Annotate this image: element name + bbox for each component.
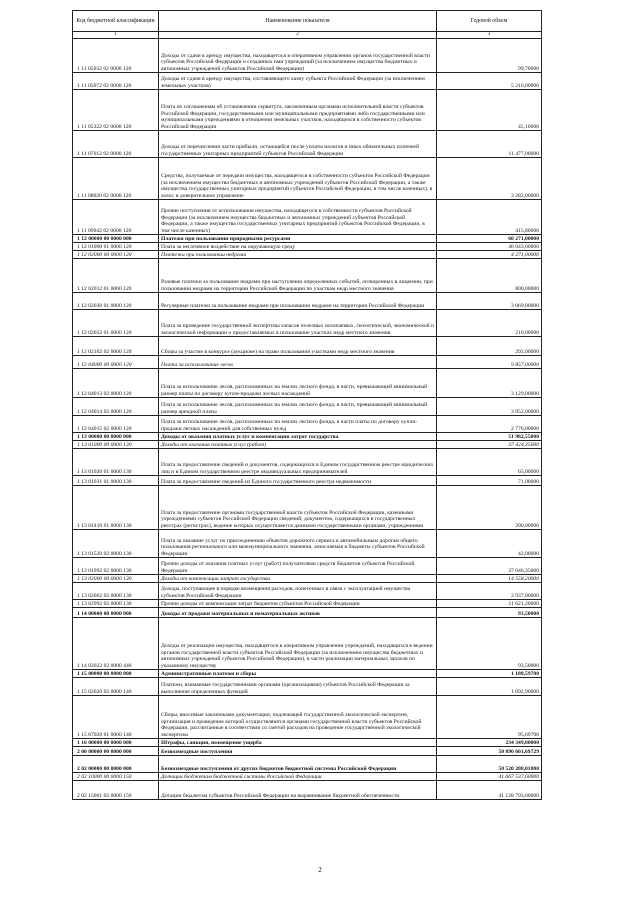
annual-amount-cell: 41 128 793,60000 bbox=[437, 781, 542, 800]
header-code: Код бюджетной классификации bbox=[73, 11, 159, 32]
indicator-name-cell: Платежи, взимаемые государственными органами (организациями) субъектов Российской Федерации за выполнение определенных функций bbox=[159, 678, 437, 696]
column-number-row bbox=[73, 32, 542, 39]
table-row bbox=[73, 756, 542, 773]
annual-amount-cell: 99,70000 bbox=[437, 39, 542, 73]
budget-code-cell: 1 12 04000 00 0000 120 bbox=[73, 356, 159, 369]
annual-amount-cell: 415,80000 bbox=[437, 200, 542, 235]
indicator-name-cell: Плата за использование лесов bbox=[159, 356, 437, 369]
indicator-name-cell: Доходы, поступающие в порядке возмещения расходов, понесенных в связи с эксплуатацией имущества субъектов Российской Федерации bbox=[159, 583, 437, 600]
annual-amount-cell: 4 271,00000 bbox=[437, 251, 542, 259]
column-number-3: 3 bbox=[437, 32, 542, 39]
table-row bbox=[73, 369, 542, 398]
budget-revenue-page bbox=[72, 10, 541, 800]
budget-code-cell: 1 12 04013 02 0000 120 bbox=[73, 369, 159, 398]
indicator-name-cell: Доходы от реализации имущества, находящегося в оперативном управлении учреждений, находящихся в ведении органов государственной власти субъектов Российской Федерации (за исключением имущества бюджетных и автономных учреждений субъектов Российской Федерации), в части реализации материальных запасов по указанному имуществу bbox=[159, 618, 437, 670]
indicator-name-cell: Разовые платежи за пользование недрами при наступлении определенных событий, оговоренных в лицензии, при пользовании недрами на территории Российской Федерации по участкам недр местного значения bbox=[159, 259, 437, 293]
budget-code-cell: 1 14 02022 02 0000 440 bbox=[73, 618, 159, 670]
budget-code-cell: 1 12 02052 01 0000 120 bbox=[73, 310, 159, 337]
budget-code-cell: 1 13 01992 02 0000 130 bbox=[73, 558, 159, 575]
indicator-name-cell: Доходы от сдачи в аренду имущества, находящегося в оперативном управлении органов государственной власти субъектов Российской Федерации и созданных ими учреждений (за исключением имущества бюджетных и автономных учреждений субъектов Российской Федерации) bbox=[159, 39, 437, 73]
indicator-name-cell: Средства, получаемые от передачи имущества, находящегося в собственности субъектов Российской Федерации (за исключением имущества бюджетных и автономных учреждений субъектов Российской Федерации, а также имущества государственных унитарных предприятий субъектов Российской Федерации, в том числе казенных), в залог, в доверительное управление bbox=[159, 158, 437, 200]
header-name: Наименование показателя bbox=[159, 11, 437, 32]
annual-amount-cell: 2 937,00000 bbox=[437, 583, 542, 600]
budget-code-cell: 1 13 01031 01 0000 130 bbox=[73, 476, 159, 486]
annual-amount-cell: 65,00000 bbox=[437, 449, 542, 476]
annual-amount-cell: 14 558,20000 bbox=[437, 575, 542, 583]
budget-code-cell: 1 13 02062 02 0000 130 bbox=[73, 583, 159, 600]
budget-code-cell: 1 12 02030 01 0000 120 bbox=[73, 293, 159, 310]
indicator-name-cell: Доходы от оказания платных услуг (работ) bbox=[159, 441, 437, 449]
budget-code-cell: 1 11 05322 02 0000 120 bbox=[73, 90, 159, 131]
header-amount: Годовой объем bbox=[437, 11, 542, 32]
table-row bbox=[73, 781, 542, 800]
indicator-name-cell: Плата за проведение государственной экспертизы запасов полезных ископаемых, геологической, экономической и экологической информации о предоставляемых в пользование участках недр местного значения bbox=[159, 310, 437, 337]
table-row bbox=[73, 398, 542, 416]
table-row bbox=[73, 158, 542, 200]
table-row bbox=[73, 600, 542, 608]
annual-amount-cell: 9 857,00000 bbox=[437, 356, 542, 369]
indicator-name-cell: Доходы от компенсации затрат государства bbox=[159, 575, 437, 583]
indicator-name-cell: Доходы от оказания платных услуг и компенсации затрат государства bbox=[159, 433, 437, 441]
table-row bbox=[73, 575, 542, 583]
indicator-name-cell: Доходы от сдачи в аренду имущества, составляющего казну субъекта Российской Федерации (за исключением земельных участков) bbox=[159, 73, 437, 90]
table-row bbox=[73, 243, 542, 251]
table-row bbox=[73, 696, 542, 739]
table-row bbox=[73, 90, 542, 131]
indicator-name-cell: Дотации бюджетам субъектов Российской Федерации на выравнивание бюджетной обеспеченности bbox=[159, 781, 437, 800]
budget-code-cell: 2 02 10000 00 0000 150 bbox=[73, 773, 159, 781]
indicator-name-cell: Административные платежи и сборы bbox=[159, 670, 437, 678]
indicator-name-cell: Доходы от перечисления части прибыли, остающейся после уплаты налогов и иных обязательных платежей государственных унитарных предприятий субъектов Российской Федерации bbox=[159, 131, 437, 158]
indicator-name-cell: Прочие поступления от использования имущества, находящегося в собственности субъектов Российской Федерации (за исключением имущества бюджетных и автономных учреждений субъектов Российской Федерации, а также имущества государственных унитарных предприятий субъектов Российской Федерации, в том числе казенных) bbox=[159, 200, 437, 235]
annual-amount-cell: 3 129,00000 bbox=[437, 369, 542, 398]
indicator-name-cell: Сборы, вносимые заказчиками документации, подлежащей государственной экологической экспертизе, организация и проведение которой осуществляются органами государственной власти субъектов Российской Федерации, рассчитанные в соответствии со сметой расходов на проведение государственной экологической экспертизы bbox=[159, 696, 437, 739]
table-row bbox=[73, 356, 542, 369]
table-row bbox=[73, 670, 542, 678]
indicator-name-cell: Дотации бюджетам бюджетной системы Российской Федерации bbox=[159, 773, 437, 781]
indicator-name-cell: Прочие доходы от оказания платных услуг (работ) получателями средств бюджетов субъектов Российской Федерации bbox=[159, 558, 437, 575]
budget-code-cell: 1 12 00000 00 0000 000 bbox=[73, 235, 159, 243]
annual-amount-cell: 210,00000 bbox=[437, 310, 542, 337]
table-row bbox=[73, 608, 542, 618]
page-number: 2 bbox=[318, 866, 322, 874]
budget-code-cell: 1 11 08020 02 0000 120 bbox=[73, 158, 159, 200]
table-row bbox=[73, 558, 542, 575]
table-row bbox=[73, 433, 542, 441]
table-row bbox=[73, 441, 542, 449]
table-row bbox=[73, 39, 542, 73]
table-row bbox=[73, 739, 542, 747]
table-row bbox=[73, 618, 542, 670]
revenue-table bbox=[72, 10, 542, 800]
table-row bbox=[73, 678, 542, 696]
table-row bbox=[73, 293, 542, 310]
annual-amount-cell: 71,00000 bbox=[437, 476, 542, 486]
budget-code-cell: 1 15 07020 01 0000 140 bbox=[73, 696, 159, 739]
indicator-name-cell: Безвозмездные поступления bbox=[159, 747, 437, 756]
annual-amount-cell: 800,00000 bbox=[437, 259, 542, 293]
budget-code-cell: 1 16 00000 00 0000 000 bbox=[73, 739, 159, 747]
indicator-name-cell: Плата за предоставление сведений и документов, содержащихся в Едином государственном реестре юридических лиц и в Едином государственном реестре индивидуальных предпринимателей bbox=[159, 449, 437, 476]
annual-amount-cell: 93,50000 bbox=[437, 618, 542, 670]
budget-code-cell: 1 12 02102 02 0000 120 bbox=[73, 337, 159, 356]
table-row bbox=[73, 259, 542, 293]
budget-code-cell: 2 02 15001 02 0000 150 bbox=[73, 781, 159, 800]
indicator-name-cell: Плата за предоставление сведений из Единого государственного реестра недвижимости bbox=[159, 476, 437, 486]
annual-amount-cell: 50 520 208,01800 bbox=[437, 756, 542, 773]
table-body bbox=[73, 39, 542, 800]
annual-amount-cell: 5 216,00000 bbox=[437, 73, 542, 90]
table-row bbox=[73, 251, 542, 259]
table-row bbox=[73, 449, 542, 476]
annual-amount-cell: 50 896 601,69729 bbox=[437, 747, 542, 756]
table-row bbox=[73, 747, 542, 756]
budget-code-cell: 1 13 02992 02 0000 130 bbox=[73, 600, 159, 608]
table-row bbox=[73, 235, 542, 243]
annual-amount-cell: 11 477,00000 bbox=[437, 131, 542, 158]
table-row bbox=[73, 73, 542, 90]
indicator-name-cell: Плата за использование лесов, расположенных на землях лесного фонда, в части, превышающей минимальный размер арендной платы bbox=[159, 398, 437, 416]
annual-amount-cell: 292,00000 bbox=[437, 337, 542, 356]
table-row bbox=[73, 476, 542, 486]
annual-amount-cell: 60 271,00000 bbox=[437, 235, 542, 243]
table-row bbox=[73, 131, 542, 158]
budget-code-cell: 1 13 00000 00 0000 000 bbox=[73, 433, 159, 441]
annual-amount-cell: 45,10000 bbox=[437, 90, 542, 131]
budget-code-cell: 1 13 01000 00 0000 130 bbox=[73, 441, 159, 449]
annual-amount-cell: 46 043,00000 bbox=[437, 243, 542, 251]
indicator-name-cell: Плата по соглашениям об установлении сервитута, заключенным органами исполнительной власти субъектов Российской Федерации, государственными или муниципальными предприятиями либо государственными или муниципальными учреждениями в отношении земельных участков, находящихся в собственности субъектов Российской Федерации bbox=[159, 90, 437, 131]
column-number-1: 1 bbox=[73, 32, 159, 39]
budget-code-cell: 1 15 00000 00 0000 000 bbox=[73, 670, 159, 678]
table-row bbox=[73, 583, 542, 600]
budget-code-cell: 1 13 01410 01 0000 130 bbox=[73, 486, 159, 530]
table-row bbox=[73, 416, 542, 433]
indicator-name-cell: Прочие доходы от компенсации затрат бюджетов субъектов Российской Федерации bbox=[159, 600, 437, 608]
indicator-name-cell: Плата за негативное воздействие на окружающую среду bbox=[159, 243, 437, 251]
indicator-name-cell: Регулярные платежи за пользование недрами при пользовании недрами на территории Российской Федерации bbox=[159, 293, 437, 310]
budget-code-cell: 1 11 05072 02 0000 120 bbox=[73, 73, 159, 90]
annual-amount-cell: 37 424,35000 bbox=[437, 441, 542, 449]
budget-code-cell: 1 11 07012 02 0000 120 bbox=[73, 131, 159, 158]
budget-code-cell: 1 13 02000 00 0000 130 bbox=[73, 575, 159, 583]
annual-amount-cell: 3 952,00000 bbox=[437, 398, 542, 416]
budget-code-cell: 2 02 00000 00 0000 000 bbox=[73, 756, 159, 773]
table-row bbox=[73, 337, 542, 356]
indicator-name-cell: Плата за оказание услуг по присоединению объектов дорожного сервиса к автомобильным дорогам общего пользования регионального или межмуниципального значения, зачисляемая в бюджеты субъектов Российской Федерации bbox=[159, 530, 437, 558]
budget-code-cell: 1 12 04014 02 0000 120 bbox=[73, 398, 159, 416]
table-row bbox=[73, 310, 542, 337]
budget-code-cell: 1 11 09042 02 0000 120 bbox=[73, 200, 159, 235]
annual-amount-cell: 95,69700 bbox=[437, 696, 542, 739]
indicator-name-cell: Платежи при пользовании природными ресурсами bbox=[159, 235, 437, 243]
indicator-name-cell: Плата за использование лесов, расположенных на землях лесного фонда, в части, превышающей минимальный размер платы по договору купли-продажи лесных насаждений bbox=[159, 369, 437, 398]
budget-code-cell: 1 12 01000 01 0000 120 bbox=[73, 243, 159, 251]
table-row bbox=[73, 530, 542, 558]
indicator-name-cell: Плата за предоставление органами государственной власти субъектов Российской Федерации, казенными учреждениями субъектов Российской Федерации сведений, документов, содержащихся в государственных реестрах (регистрах), ведение которых осуществляется данными государственными органами, учреждениями bbox=[159, 486, 437, 530]
table-header-row bbox=[73, 11, 542, 32]
indicator-name-cell: Платежи при пользовании недрами bbox=[159, 251, 437, 259]
annual-amount-cell: 2 776,00000 bbox=[437, 416, 542, 433]
annual-amount-cell: 41 667 537,60000 bbox=[437, 773, 542, 781]
annual-amount-cell: 93,50000 bbox=[437, 608, 542, 618]
indicator-name-cell: Доходы от продажи материальных и нематериальных активов bbox=[159, 608, 437, 618]
annual-amount-cell: 1 092,90000 bbox=[437, 678, 542, 696]
table-row bbox=[73, 773, 542, 781]
budget-code-cell: 1 13 01520 02 0000 130 bbox=[73, 530, 159, 558]
budget-code-cell: 1 11 05032 02 0000 120 bbox=[73, 39, 159, 73]
annual-amount-cell: 11 621,20000 bbox=[437, 600, 542, 608]
budget-code-cell: 1 12 02012 01 0000 120 bbox=[73, 259, 159, 293]
indicator-name-cell: Безвозмездные поступления от других бюджетов бюджетной системы Российской Федерации bbox=[159, 756, 437, 773]
budget-code-cell: 1 12 02000 00 0000 120 bbox=[73, 251, 159, 259]
column-number-2: 2 bbox=[159, 32, 437, 39]
indicator-name-cell: Плата за использование лесов, расположенных на землях лесного фонда, в части платы по договору купли-продажи лесных насаждений для собственных нужд bbox=[159, 416, 437, 433]
indicator-name-cell: Штрафы, санкции, возмещение ущерба bbox=[159, 739, 437, 747]
annual-amount-cell: 200,00000 bbox=[437, 486, 542, 530]
annual-amount-cell: 234 349,00000 bbox=[437, 739, 542, 747]
indicator-name-cell: Сборы за участие в конкурсе (аукционе) на право пользования участками недр местного значения bbox=[159, 337, 437, 356]
table-row bbox=[73, 486, 542, 530]
annual-amount-cell: 3 069,00000 bbox=[437, 293, 542, 310]
annual-amount-cell: 37 046,35000 bbox=[437, 558, 542, 575]
table-row bbox=[73, 200, 542, 235]
annual-amount-cell: 42,00000 bbox=[437, 530, 542, 558]
annual-amount-cell: 3 282,00000 bbox=[437, 158, 542, 200]
budget-code-cell: 1 12 04015 02 0000 120 bbox=[73, 416, 159, 433]
annual-amount-cell: 1 188,59700 bbox=[437, 670, 542, 678]
budget-code-cell: 1 13 01020 01 0000 130 bbox=[73, 449, 159, 476]
budget-code-cell: 1 15 02020 02 0000 140 bbox=[73, 678, 159, 696]
annual-amount-cell: 51 982,55000 bbox=[437, 433, 542, 441]
budget-code-cell: 1 14 00000 00 0000 000 bbox=[73, 608, 159, 618]
budget-code-cell: 2 00 00000 00 0000 000 bbox=[73, 747, 159, 756]
